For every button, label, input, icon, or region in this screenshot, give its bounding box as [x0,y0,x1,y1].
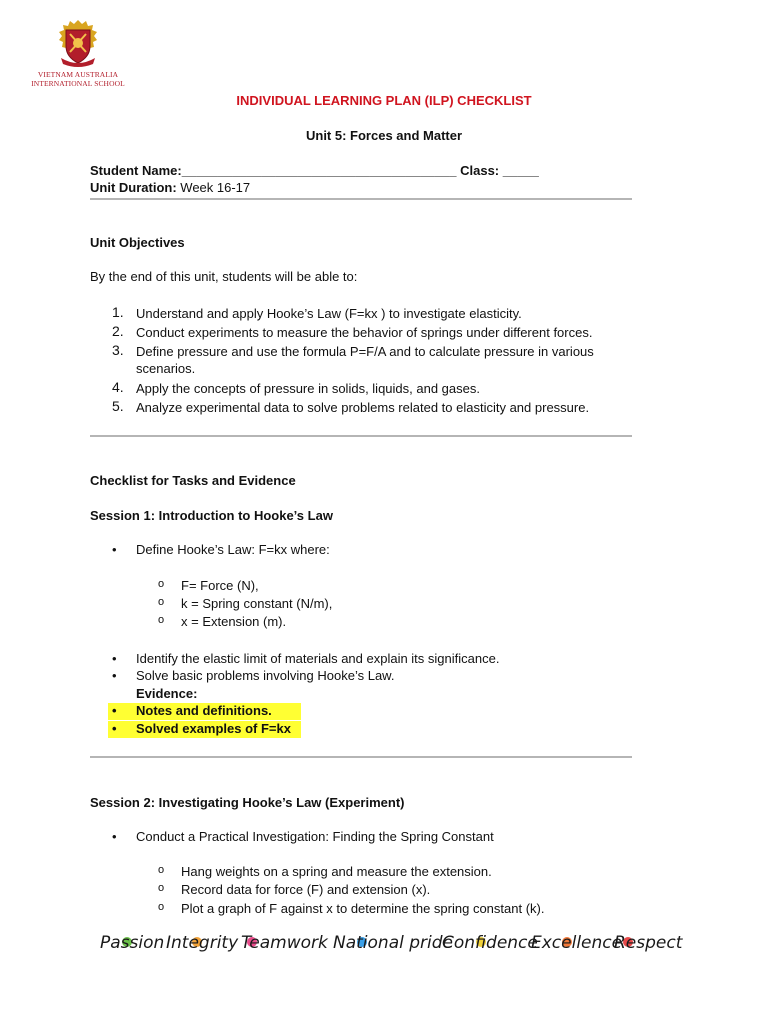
bullet: • [112,668,117,683]
class-label: Class: [460,163,500,178]
school-values-banner [100,926,683,960]
bullet: • [112,542,117,557]
document-title: INDIVIDUAL LEARNING PLAN (ILP) CHECKLIST [236,93,532,108]
school-crest-icon [53,18,103,68]
divider [90,435,632,437]
task-text: Define Hooke’s Law: F=kx where: [136,542,330,557]
value-national-pride: National pride [333,933,453,953]
objective-number: 2. [112,323,124,339]
bullet: • [112,721,117,736]
student-name-row [90,163,539,178]
step-text: Hang weights on a spring and measure the extension. [181,864,492,879]
value-passion: Passion [100,933,165,953]
bullet: • [112,829,117,844]
school-name [28,70,128,88]
value-confidence: Confidence [442,933,538,953]
class-blank: _____ [502,163,539,178]
sub-bullet: o [158,901,165,913]
unit-duration-value: Week 16-17 [180,180,251,195]
checklist-heading: Checklist for Tasks and Evidence [90,473,296,488]
objective-number: 3. [112,342,124,358]
objective-text: Analyze experimental data to solve problems related to elasticity and pressure. [136,400,590,415]
unit-duration-label: Unit Duration: [90,180,177,195]
sub-bullet: o [158,882,165,894]
session-1-title: Session 1: Introduction to Hooke’s Law [90,508,333,523]
evidence-label: Evidence: [136,686,198,701]
objectives-intro: By the end of this unit, students will be able to: [90,269,358,284]
sub-bullet: o [158,864,165,876]
task-text: Identify the elastic limit of materials and explain its significance. [136,651,500,666]
objective-text: Apply the concepts of pressure in solids, liquids, and gases. [136,381,480,396]
objective-text: Understand and apply Hooke’s Law (F=kx ) to investigate elasticity. [136,306,522,321]
task-text: Solve basic problems involving Hooke’s Law. [136,668,395,683]
term-text: k = Spring constant (N/m), [181,596,333,611]
school-name-line-2: INTERNATIONAL SCHOOL [31,79,125,88]
term-text: F= Force (N), [181,578,259,593]
value-teamwork: Teamwork [241,933,328,953]
bullet: • [112,651,117,666]
objective-number: 4. [112,379,124,395]
step-text: Record data for force (F) and extension (x). [181,882,431,897]
step-text: Plot a graph of F against x to determine the spring constant (k). [181,901,545,916]
session-2-title: Session 2: Investigating Hooke’s Law (Experiment) [90,795,405,810]
value-excellence: Excellence [531,933,623,953]
objective-text: Conduct experiments to measure the behavior of springs under different forces. [136,325,593,340]
task-text: Conduct a Practical Investigation: Finding the Spring Constant [136,829,494,844]
evidence-text: Notes and definitions. [136,703,272,718]
evidence-text: Solved examples of F=kx [136,721,291,736]
value-integrity: Integrity [166,933,239,953]
value-respect: Respect [614,933,683,953]
objective-text: Define pressure and use the formula P=F/A and to calculate pressure in various scenarios. [136,344,594,376]
divider [90,198,632,200]
term-text: x = Extension (m). [181,614,287,629]
student-name-blank: ______________________________________ [181,163,457,178]
school-name-line-1: VIETNAM AUSTRALIA [37,70,119,79]
school-logo [28,18,128,88]
unit-duration-row [90,180,250,195]
objective-number: 5. [112,398,124,414]
sub-bullet: o [158,596,165,608]
sub-bullet: o [158,614,165,626]
objective-number: 1. [112,304,124,320]
bullet: • [112,703,117,718]
objectives-heading: Unit Objectives [90,235,185,250]
sub-bullet: o [158,578,165,590]
divider [90,756,632,758]
unit-title: Unit 5: Forces and Matter [305,128,463,143]
student-name-label: Student Name: [90,163,182,178]
